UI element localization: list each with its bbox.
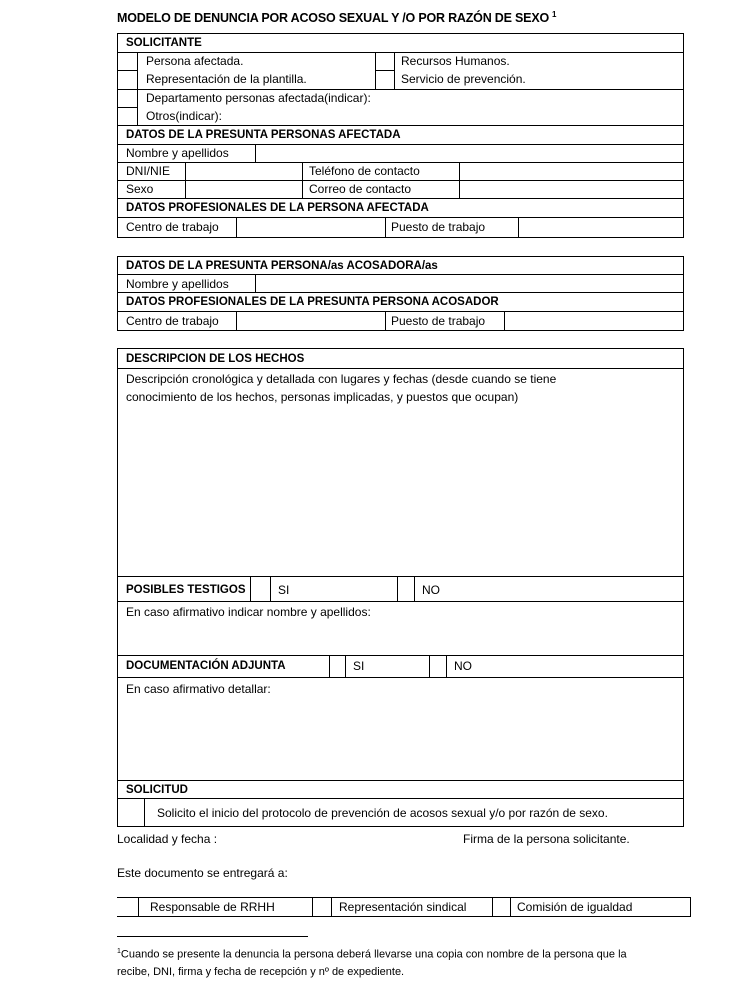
divider xyxy=(510,897,511,916)
solicitud-text: Solicito el inicio del protocolo de prevención de acosos sexual y/o por razón de sexo. xyxy=(157,806,608,820)
text-field[interactable] xyxy=(232,108,682,125)
divider xyxy=(446,655,447,677)
field-label: DNI/NIE xyxy=(126,164,171,178)
checkbox-testigos-si[interactable] xyxy=(251,577,270,601)
checkbox-departamento[interactable] xyxy=(118,90,137,107)
hechos-instructions: Descripción cronológica y detallada con lugares y fechas (desde cuando se tiene xyxy=(126,372,557,386)
acosadora-centro-field[interactable] xyxy=(237,312,385,330)
option-label: Recursos Humanos. xyxy=(401,54,510,68)
localidad-fecha-label: Localidad y fecha : xyxy=(117,832,218,846)
entrega-option-label: Representación sindical xyxy=(339,900,467,914)
afectada-puesto-field[interactable] xyxy=(519,218,683,237)
acosadora-puesto-field[interactable] xyxy=(505,312,683,330)
afectada-header: DATOS DE LA PRESUNTA PERSONAS AFECTADA xyxy=(126,129,401,141)
entrega-label: Este documento se entregará a: xyxy=(117,866,288,880)
field-label: Centro de trabajo xyxy=(126,314,219,328)
divider xyxy=(117,125,684,126)
testigos-header: POSIBLES TESTIGOS xyxy=(126,584,246,596)
hechos-header: DESCRIPCION DE LOS HECHOS xyxy=(126,353,305,365)
field-label: Puesto de trabajo xyxy=(391,314,486,328)
afectada-prof-header: DATOS PROFESIONALES DE LA PERSONA AFECTADA xyxy=(126,202,429,214)
checkbox-representacion-plantilla[interactable] xyxy=(118,71,137,89)
divider xyxy=(137,52,138,125)
divider xyxy=(117,655,684,656)
documentacion-header: DOCUMENTACIÓN ADJUNTA xyxy=(126,660,286,672)
checkbox-solicitud[interactable] xyxy=(118,799,144,826)
afectada-centro-field[interactable] xyxy=(237,218,385,237)
divider xyxy=(117,916,691,917)
divider xyxy=(385,311,386,331)
divider xyxy=(117,798,684,799)
si-label: SI xyxy=(278,583,290,597)
option-label: Departamento personas afectada(indicar): xyxy=(146,91,371,105)
documentacion-detail-field[interactable] xyxy=(120,700,680,778)
divider xyxy=(117,601,684,602)
option-label: Representación de la plantilla. xyxy=(146,72,307,86)
checkbox-recursos-humanos[interactable] xyxy=(376,53,394,70)
field-label: Nombre y apellidos xyxy=(126,146,229,160)
afectada-correo-field[interactable] xyxy=(460,181,683,198)
title-text: MODELO DE DENUNCIA POR ACOSO SEXUAL Y /O POR RAZÓN DE SEXO xyxy=(117,11,549,26)
hechos-instructions: conocimiento de los hechos, personas implicadas, y puestos que ocupan) xyxy=(126,390,519,404)
title-footnote-ref: 1 xyxy=(551,10,557,19)
footnote xyxy=(117,943,627,981)
field-label: Centro de trabajo xyxy=(126,220,219,234)
no-label: NO xyxy=(454,659,472,673)
afectada-dni-field[interactable] xyxy=(186,163,302,180)
checkbox-otros[interactable] xyxy=(118,108,137,125)
divider xyxy=(302,162,303,198)
no-label: NO xyxy=(422,583,440,597)
field-label: Teléfono de contacto xyxy=(309,164,420,178)
divider xyxy=(345,655,346,677)
afectada-sexo-field[interactable] xyxy=(186,181,302,198)
divider xyxy=(117,368,684,369)
checkbox-documentacion-no[interactable] xyxy=(430,656,446,677)
divider xyxy=(331,897,332,916)
footnote-text: Cuando se presente la denuncia la persona deberá llevarse una copia con nombre de la persona que la xyxy=(120,948,627,961)
field-label: Correo de contacto xyxy=(309,182,412,196)
testigos-detail-field[interactable] xyxy=(120,622,680,654)
checkbox-responsable-rrhh[interactable] xyxy=(117,898,138,916)
acosadora-prof-header: DATOS PROFESIONALES DE LA PRESUNTA PERSONA ACOSADOR xyxy=(126,296,499,308)
acosadora-nombre-field[interactable] xyxy=(256,275,683,292)
divider xyxy=(690,897,691,916)
footnote-line-2: recibe, DNI, firma y fecha de recepción y nº de expediente. xyxy=(117,965,405,978)
footnote-ref: 1 xyxy=(117,948,121,955)
si-label: SI xyxy=(353,659,365,673)
checkbox-representacion-sindical[interactable] xyxy=(313,898,331,916)
afectada-nombre-field[interactable] xyxy=(256,145,683,162)
hechos-textarea[interactable] xyxy=(120,408,680,574)
field-label: Nombre y apellidos xyxy=(126,277,229,291)
divider xyxy=(117,52,684,53)
solicitud-header: SOLICITUD xyxy=(126,784,188,796)
divider xyxy=(117,897,691,898)
field-label: Sexo xyxy=(126,182,154,196)
divider xyxy=(138,897,139,916)
field-label: Puesto de trabajo xyxy=(391,220,486,234)
divider xyxy=(117,198,684,199)
divider xyxy=(414,576,415,601)
text-field[interactable] xyxy=(392,90,682,107)
divider xyxy=(385,217,386,238)
entrega-option-label: Comisión de igualdad xyxy=(517,900,633,914)
documentacion-detail-label: En caso afirmativo detallar: xyxy=(126,682,271,696)
solicitante-header: SOLICITANTE xyxy=(126,37,202,49)
checkbox-servicio-prevencion[interactable] xyxy=(376,71,394,89)
divider xyxy=(270,576,271,601)
option-label: Servicio de prevención. xyxy=(401,72,526,86)
checkbox-testigos-no[interactable] xyxy=(398,577,414,601)
entrega-option-label: Responsable de RRHH xyxy=(150,900,275,914)
divider xyxy=(394,52,395,89)
divider xyxy=(117,292,684,293)
checkbox-documentacion-si[interactable] xyxy=(330,656,345,677)
option-label: Otros(indicar): xyxy=(146,109,223,123)
footnote-line-1 xyxy=(117,943,627,964)
afectada-telefono-field[interactable] xyxy=(460,163,683,180)
testigos-detail-label: En caso afirmativo indicar nombre y apellidos: xyxy=(126,605,371,619)
document-title xyxy=(117,10,556,25)
checkbox-persona-afectada[interactable] xyxy=(118,53,137,70)
acosadora-header: DATOS DE LA PRESUNTA PERSONA/as ACOSADORA/as xyxy=(126,260,438,272)
footnote-separator xyxy=(117,936,308,937)
divider xyxy=(117,677,684,678)
divider xyxy=(117,780,684,781)
checkbox-comision-igualdad[interactable] xyxy=(493,898,510,916)
divider xyxy=(144,798,145,827)
firma-label: Firma de la persona solicitante. xyxy=(463,832,630,846)
option-label: Persona afectada. xyxy=(146,54,244,68)
